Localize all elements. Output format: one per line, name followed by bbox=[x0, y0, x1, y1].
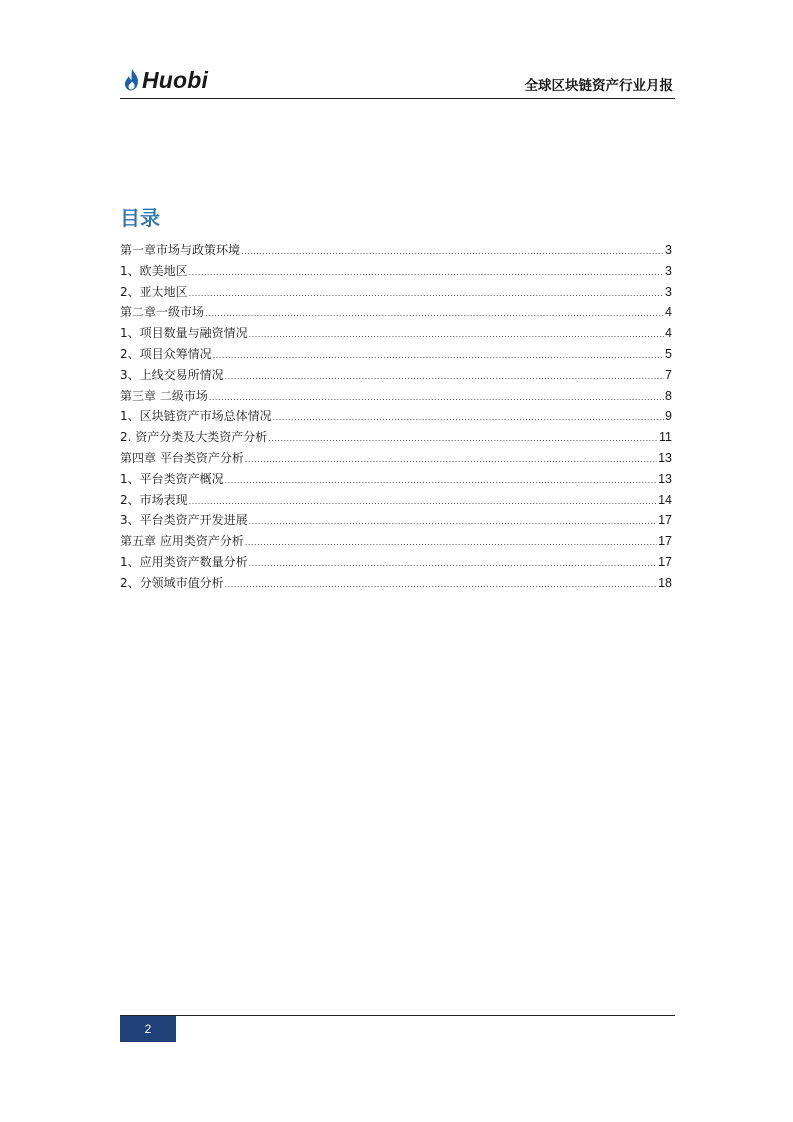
toc-entry[interactable] bbox=[120, 406, 672, 427]
toc-entry-title: 1、区块链资产市场总体情况 bbox=[120, 409, 272, 424]
toc-leader-dots bbox=[245, 533, 657, 554]
huobi-logo bbox=[123, 66, 208, 94]
toc-leader-dots bbox=[225, 471, 657, 492]
toc-entry-page: 4 bbox=[665, 305, 672, 320]
toc-entry[interactable] bbox=[120, 261, 672, 282]
toc-entry[interactable] bbox=[120, 510, 672, 531]
toc-entry-title: 第五章 应用类资产分析 bbox=[120, 534, 244, 549]
toc-entry-page: 17 bbox=[658, 534, 672, 549]
toc-heading: 目录 bbox=[120, 206, 160, 230]
toc-leader-dots bbox=[189, 284, 664, 305]
toc-entry-page: 13 bbox=[658, 450, 672, 465]
toc-leader-dots bbox=[268, 429, 658, 450]
toc-entry-page: 14 bbox=[658, 492, 672, 507]
toc-leader-dots bbox=[241, 242, 664, 263]
toc-entry[interactable] bbox=[120, 573, 672, 594]
toc-entry-title: 2、分领域市值分析 bbox=[120, 575, 224, 590]
toc-leader-dots bbox=[205, 304, 664, 325]
toc-leader-dots bbox=[245, 450, 657, 471]
toc-entry-title: 1、欧美地区 bbox=[120, 263, 188, 278]
toc-entry-title: 3、上线交易所情况 bbox=[120, 367, 224, 382]
toc-entry[interactable] bbox=[120, 323, 672, 344]
toc-leader-dots bbox=[225, 575, 657, 596]
toc-entry[interactable] bbox=[120, 427, 672, 448]
toc-entry-title: 1、项目数量与融资情况 bbox=[120, 326, 248, 341]
toc-entry-page: 9 bbox=[665, 409, 672, 424]
toc-entry-title: 3、平台类资产开发进展 bbox=[120, 513, 248, 528]
toc-entry-title: 第一章市场与政策环境 bbox=[120, 243, 241, 257]
toc-entry-title: 第四章 平台类资产分析 bbox=[120, 450, 244, 465]
toc-entry-title: 第二章一级市场 bbox=[120, 305, 205, 320]
toc-entry[interactable] bbox=[120, 552, 672, 573]
toc-entry[interactable] bbox=[120, 302, 672, 323]
toc-entry[interactable] bbox=[120, 344, 672, 365]
toc-entry-page: 4 bbox=[665, 326, 672, 341]
logo-text: Huobi bbox=[142, 66, 209, 93]
toc-entry-title: 2. 资产分类及大类资产分析 bbox=[120, 430, 268, 445]
toc-entry-title: 2、亚太地区 bbox=[120, 284, 188, 299]
toc-leader-dots bbox=[189, 263, 664, 284]
toc-entry[interactable] bbox=[120, 365, 672, 386]
toc-entry-page: 18 bbox=[658, 575, 672, 590]
toc-leader-dots bbox=[213, 346, 664, 367]
toc-entry-page: 3 bbox=[665, 263, 672, 278]
page-header bbox=[120, 64, 675, 99]
toc-leader-dots bbox=[273, 408, 664, 429]
toc-entry-page: 17 bbox=[658, 513, 672, 528]
toc-entry-title: 2、市场表现 bbox=[120, 492, 188, 507]
toc-entry[interactable] bbox=[120, 386, 672, 407]
footer-divider bbox=[120, 1015, 675, 1016]
toc-entry[interactable] bbox=[120, 282, 672, 303]
toc-leader-dots bbox=[249, 325, 664, 346]
toc-entry[interactable] bbox=[120, 240, 672, 261]
toc-entry[interactable] bbox=[120, 490, 672, 511]
page-number: 2 bbox=[120, 1016, 176, 1042]
toc-entry-page: 3 bbox=[665, 243, 672, 257]
toc-entry-page: 8 bbox=[665, 388, 672, 403]
toc-entry[interactable] bbox=[120, 531, 672, 552]
toc-leader-dots bbox=[225, 367, 664, 388]
toc-leader-dots bbox=[249, 512, 657, 533]
toc-leader-dots bbox=[189, 492, 657, 513]
toc-entry-page: 7 bbox=[665, 367, 672, 382]
toc-entry-page: 13 bbox=[658, 471, 672, 486]
flame-icon bbox=[123, 68, 141, 92]
toc-leader-dots bbox=[209, 388, 664, 409]
toc-entry-page: 5 bbox=[665, 346, 672, 361]
toc-entry-page: 17 bbox=[658, 554, 672, 569]
toc-entry[interactable] bbox=[120, 448, 672, 469]
toc-entry[interactable] bbox=[120, 469, 672, 490]
toc-entry-page: 11 bbox=[659, 430, 672, 445]
toc-entry-page: 3 bbox=[665, 284, 672, 299]
toc-leader-dots bbox=[249, 554, 657, 575]
table-of-contents bbox=[120, 240, 672, 594]
toc-entry-title: 第三章 二级市场 bbox=[120, 388, 208, 403]
toc-entry-title: 1、平台类资产概况 bbox=[120, 471, 224, 486]
report-title: 全球区块链资产行业月报 bbox=[524, 78, 673, 94]
toc-entry-title: 1、应用类资产数量分析 bbox=[120, 554, 248, 569]
toc-entry-title: 2、项目众筹情况 bbox=[120, 346, 212, 361]
